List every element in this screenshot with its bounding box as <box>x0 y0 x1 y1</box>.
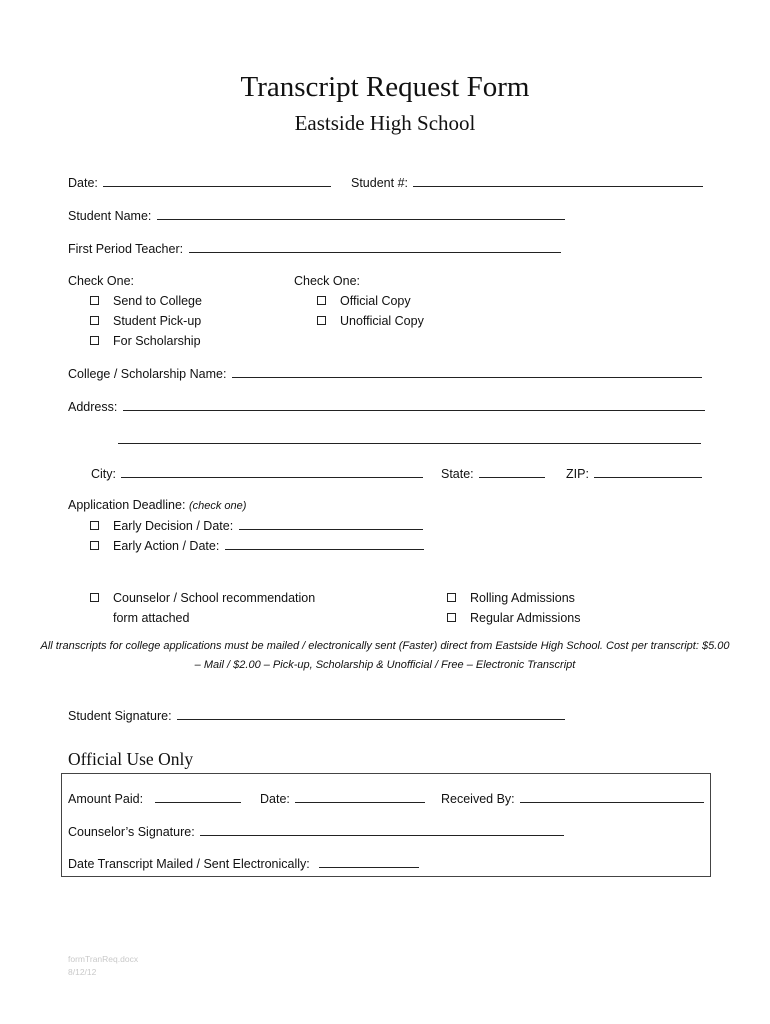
official-date-label: Date: <box>260 792 290 806</box>
official-date-input[interactable] <box>295 790 425 803</box>
city-label: City: <box>91 467 116 481</box>
checkbox[interactable] <box>90 541 99 550</box>
address-input-line2[interactable] <box>118 431 701 444</box>
student-number-input[interactable] <box>413 174 703 187</box>
student-name-field <box>68 207 565 224</box>
early-decision-option[interactable] <box>90 517 423 534</box>
college-name-input[interactable] <box>232 365 702 378</box>
deadline-label: Application Deadline: <box>68 498 186 512</box>
copy-type-check-label: Check One: <box>294 274 361 288</box>
student-signature-input[interactable] <box>177 707 565 720</box>
application-deadline-label <box>68 497 246 514</box>
school-name: Eastside High School <box>294 111 476 135</box>
date-mailed-input[interactable] <box>319 855 419 868</box>
rolling-admissions-label: Rolling Admissions <box>470 591 575 605</box>
early-action-date-input[interactable] <box>225 537 424 550</box>
checkbox[interactable] <box>447 613 456 622</box>
counselor-recommendation-label-line2: form attached <box>113 611 190 625</box>
early-action-label: Early Action / Date: <box>113 539 220 553</box>
city-field <box>91 465 423 482</box>
option-label: Official Copy <box>340 294 411 308</box>
counselor-signature-input[interactable] <box>200 823 564 836</box>
college-name-label: College / Scholarship Name: <box>68 367 227 381</box>
student-number-label: Student #: <box>351 176 408 190</box>
footer-date: 8/12/12 <box>68 967 97 977</box>
option-label: For Scholarship <box>113 334 201 348</box>
date-mailed-field <box>68 855 419 872</box>
checkbox[interactable] <box>90 521 99 530</box>
first-period-teacher-field <box>68 240 561 257</box>
early-action-option[interactable] <box>90 537 424 554</box>
checkbox[interactable] <box>317 296 326 305</box>
address-label: Address: <box>68 400 118 414</box>
city-input[interactable] <box>121 465 423 478</box>
college-name-field <box>68 365 702 382</box>
student-number-field <box>351 174 703 191</box>
rolling-admissions-option[interactable] <box>447 590 575 606</box>
zip-label: ZIP: <box>566 467 589 481</box>
amount-paid-field <box>68 790 241 807</box>
option-label: Send to College <box>113 294 202 308</box>
date-input[interactable] <box>103 174 331 187</box>
student-name-label: Student Name: <box>68 209 152 223</box>
transcript-cost-note: All transcripts for college applications must be mailed / electronically sent (Faster) direct from Eastside High School. Cost per transcript: $5.00 – Mail / $2.00 – Pick-up, Scholarship & Unofficial / Free – Electronic Transcript <box>40 640 730 671</box>
checkbox[interactable] <box>90 593 99 602</box>
received-by-label: Received By: <box>441 792 515 806</box>
official-date-field <box>260 790 425 807</box>
option-label: Unofficial Copy <box>340 314 424 328</box>
counselor-recommendation-label: Counselor / School recommendation <box>113 591 316 605</box>
counselor-signature-field <box>68 823 564 840</box>
counselor-signature-label: Counselor’s Signature: <box>68 825 195 839</box>
date-mailed-label: Date Transcript Mailed / Sent Electronically: <box>68 857 310 871</box>
state-input[interactable] <box>479 465 545 478</box>
delivery-check-label: Check One: <box>68 274 135 288</box>
amount-paid-label: Amount Paid: <box>68 792 144 806</box>
regular-admissions-option[interactable] <box>447 610 580 626</box>
option-unofficial-copy[interactable] <box>317 313 424 329</box>
first-period-teacher-input[interactable] <box>189 240 561 253</box>
official-use-heading: Official Use Only <box>68 749 194 769</box>
checkbox[interactable] <box>447 593 456 602</box>
option-student-pickup[interactable] <box>90 313 201 329</box>
student-signature-field <box>68 707 565 724</box>
date-label: Date: <box>68 176 98 190</box>
early-decision-date-input[interactable] <box>239 517 423 530</box>
regular-admissions-label: Regular Admissions <box>470 611 581 625</box>
footer-filename: formTranReq.docx <box>68 954 139 964</box>
deadline-hint: (check one) <box>188 500 247 512</box>
received-by-input[interactable] <box>520 790 704 803</box>
checkbox[interactable] <box>90 296 99 305</box>
early-decision-label: Early Decision / Date: <box>113 519 234 533</box>
option-label: Student Pick-up <box>113 314 202 328</box>
zip-input[interactable] <box>594 465 702 478</box>
date-field <box>68 174 331 191</box>
checkbox[interactable] <box>90 316 99 325</box>
address-field <box>68 398 705 415</box>
student-name-input[interactable] <box>157 207 565 220</box>
counselor-recommendation-option[interactable] <box>90 590 315 606</box>
option-official-copy[interactable] <box>317 293 411 309</box>
option-for-scholarship[interactable] <box>90 333 201 349</box>
first-period-teacher-label: First Period Teacher: <box>68 242 184 256</box>
state-label: State: <box>441 467 474 481</box>
state-field <box>441 465 545 482</box>
option-send-to-college[interactable] <box>90 293 202 309</box>
amount-paid-input[interactable] <box>155 790 241 803</box>
address-input-line1[interactable] <box>123 398 705 411</box>
checkbox[interactable] <box>90 336 99 345</box>
student-signature-label: Student Signature: <box>68 709 172 723</box>
form-title: Transcript Request Form <box>240 71 530 103</box>
checkbox[interactable] <box>317 316 326 325</box>
received-by-field <box>441 790 704 807</box>
zip-field <box>566 465 702 482</box>
